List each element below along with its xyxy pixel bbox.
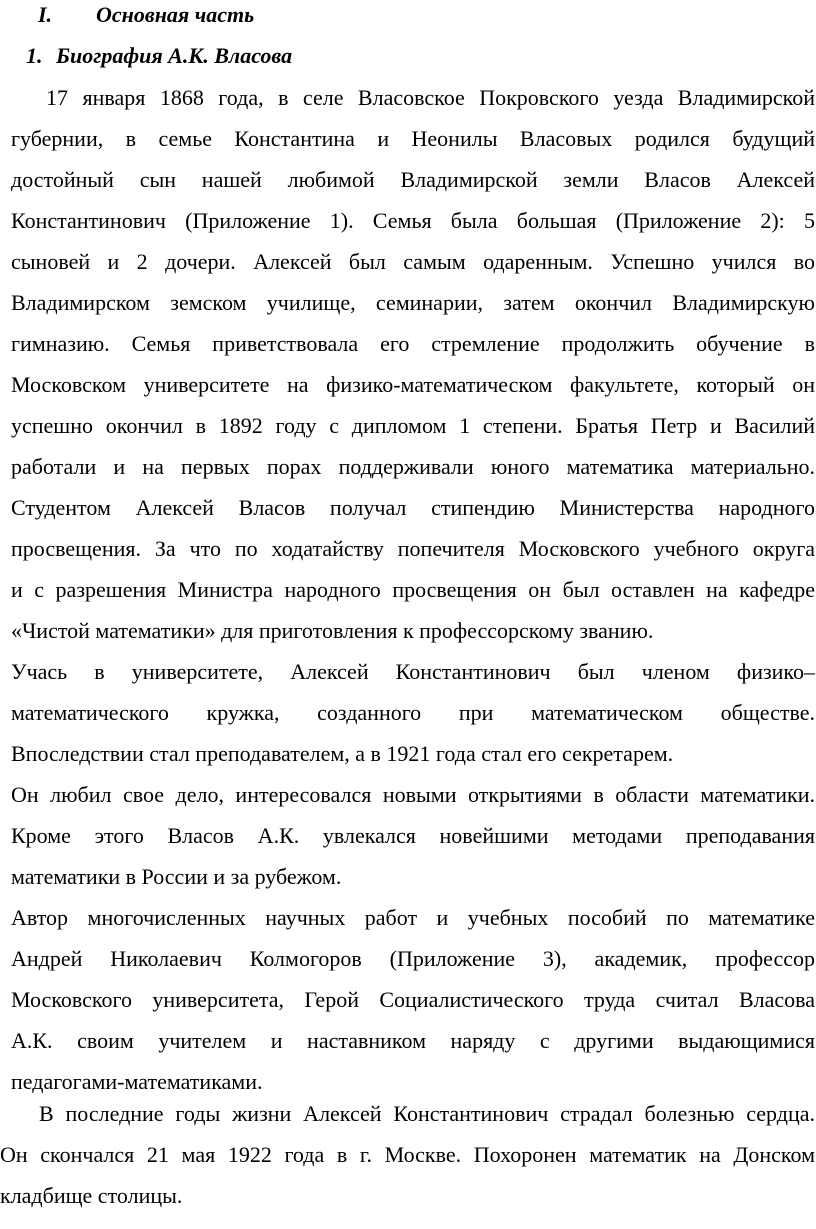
paragraph-line: математического кружка, созданного при математическом обществе. bbox=[11, 700, 815, 725]
paragraph-line: «Чистой математики» для приготовления к профессорскому званию. bbox=[11, 618, 654, 643]
paragraph-line: математики в России и за рубежом. bbox=[11, 864, 342, 889]
section-heading-title: Основная часть bbox=[96, 2, 255, 27]
section-heading-number: I. bbox=[38, 2, 53, 27]
paragraph-line: кладбище столицы. bbox=[0, 1183, 183, 1208]
paragraph-line: 17 января 1868 года, в селе Власовское Покровского уезда Владимирской bbox=[46, 85, 815, 110]
paragraph-line: Студентом Алексей Власов получал стипендию Министерства народного bbox=[11, 495, 815, 520]
paragraph-line: Кроме этого Власов А.К. увлекался новейшими методами преподавания bbox=[11, 823, 815, 848]
paragraph-line: гимназию. Семья приветствовала его стремление продолжить обучение в bbox=[11, 331, 815, 356]
paragraph-line: просвещения. За что по ходатайству попечителя Московского учебного округа bbox=[11, 536, 815, 561]
paragraph-line: Андрей Николаевич Колмогоров (Приложение 3), академик, профессор bbox=[11, 946, 815, 971]
paragraph-line: достойный сын нашей любимой Владимирской земли Власов Алексей bbox=[11, 167, 815, 192]
paragraph-line: Впоследствии стал преподавателем, а в 1921 года стал его секретарем. bbox=[11, 741, 674, 766]
paragraph-line: и с разрешения Министра народного просвещения он был оставлен на кафедре bbox=[11, 577, 815, 602]
paragraph-line: педагогами-математиками. bbox=[11, 1069, 263, 1094]
paragraph-line: работали и на первых порах поддерживали юного математика материально. bbox=[11, 454, 815, 479]
subsection-heading-title: Биография А.К. Власова bbox=[56, 43, 293, 68]
subsection-heading-number: 1. bbox=[26, 43, 43, 68]
paragraph-line: сыновей и 2 дочери. Алексей был самым одаренным. Успешно учился во bbox=[11, 249, 815, 274]
paragraph-1 bbox=[11, 77, 815, 651]
paragraph-line: Московском университете на физико-математическом факультете, который он bbox=[11, 372, 815, 397]
paragraph-line: В последние годы жизни Алексей Константинович страдал болезнью сердца. bbox=[39, 1101, 815, 1126]
paragraph-line: Московского университета, Герой Социалистического труда считал Власова bbox=[11, 987, 815, 1012]
paragraph-line: А.К. своим учителем и наставником наряду с другими выдающимися bbox=[11, 1028, 815, 1053]
paragraph-4 bbox=[11, 897, 815, 1102]
paragraph-line: успешно окончил в 1892 году с дипломом 1 степени. Братья Петр и Василий bbox=[11, 413, 815, 438]
section-heading bbox=[38, 0, 254, 30]
paragraph-line: губернии, в семье Константина и Неонилы Власовых родился будущий bbox=[11, 126, 815, 151]
paragraph-5 bbox=[0, 1093, 815, 1216]
paragraph-line: Учась в университете, Алексей Константинович был членом физико– bbox=[11, 659, 815, 684]
paragraph-line: Автор многочисленных научных работ и учебных пособий по математике bbox=[11, 905, 815, 930]
paragraph-line: Константинович (Приложение 1). Семья была большая (Приложение 2): 5 bbox=[11, 208, 815, 233]
subsection-heading bbox=[26, 41, 292, 71]
paragraph-line: Он любил свое дело, интересовался новыми открытиями в области математики. bbox=[11, 782, 815, 807]
paragraph-line: Владимирском земском училище, семинарии, затем окончил Владимирскую bbox=[11, 290, 815, 315]
paragraph-line: Он скончался 21 мая 1922 года в г. Москве. Похоронен математик на Донском bbox=[0, 1142, 815, 1167]
paragraph-3 bbox=[11, 774, 815, 897]
paragraph-2 bbox=[11, 651, 815, 774]
